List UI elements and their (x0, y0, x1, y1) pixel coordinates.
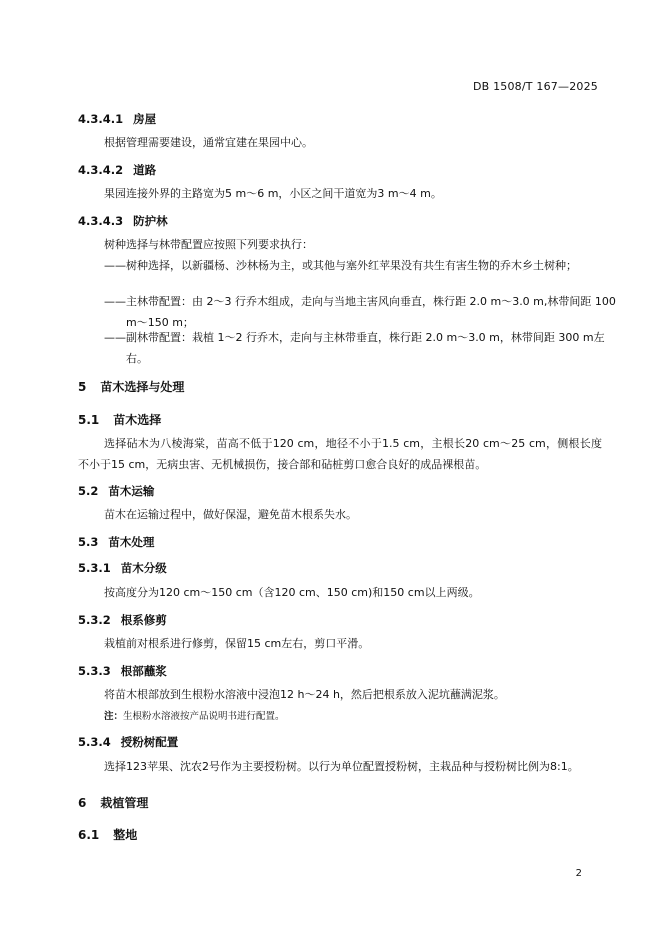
section-number: 5.3 (78, 535, 99, 549)
section-title: 苗木运输 (108, 484, 155, 498)
section-title: 道路 (133, 163, 157, 177)
section-title: 根系修剪 (120, 613, 167, 627)
list-item: ——副林带配置：栽植 1～2 行乔木，走向与主林带垂直，株行距 2.0 m～3.0 m，林带间距 300 m左右。 (104, 331, 605, 365)
section-heading-5-3-1 (78, 560, 167, 576)
section-number: 4.3.4.2 (78, 163, 124, 177)
section-number: 6.1 (78, 828, 100, 842)
section-heading-6-1 (78, 826, 137, 843)
paragraph-5-3-2: 栽植前对根系进行修剪，保留15 cm左右，剪口平滑。 (104, 637, 370, 650)
paragraph-5-3-3: 将苗木根部放到生根粉水溶液中浸泡12 h～24 h，然后把根系放入泥坑蘸满泥浆。 (104, 688, 505, 701)
list-item: ——树种选择，以新疆杨、沙林杨为主，或其他与塞外红苹果没有共生有害生物的乔木乡土树种； (104, 259, 577, 272)
note-label: 注： (104, 711, 124, 722)
chapter-heading-6 (78, 794, 148, 811)
section-title: 授粉树配置 (120, 735, 179, 749)
section-title: 房屋 (133, 112, 157, 126)
document-id: DB 1508/T 167—2025 (472, 80, 598, 93)
section-heading-4-3-4-1 (78, 111, 156, 127)
section-title: 根部蘸浆 (120, 664, 167, 678)
section-title: 防护林 (133, 214, 168, 228)
section-number: 5.2 (78, 484, 99, 498)
paragraph-5-3-4: 选择123苹果、沈农2号作为主要授粉树。以行为单位配置授粉树，主栽品种与授粉树比例为8:1。 (104, 760, 579, 773)
section-number: 5.3.3 (78, 664, 111, 678)
section-number: 4.3.4.1 (78, 112, 124, 126)
section-heading-5-3-4 (78, 734, 178, 750)
section-heading-4-3-4-3 (78, 213, 168, 229)
section-number: 5.3.1 (78, 561, 111, 575)
section-heading-4-3-4-2 (78, 162, 156, 178)
section-number: 6 (78, 796, 87, 810)
paragraph-5-1: 选择砧木为八棱海棠，苗高不低于120 cm，地径不小于1.5 cm，主根长20 cm～25 cm，侧根长度不小于15 cm，无病虫害、无机械损伤，接合部和砧桩剪口愈合良好的成品裸根苗。 (78, 437, 602, 471)
chapter-heading-5 (78, 378, 184, 395)
section-title: 苗木处理 (108, 535, 155, 549)
paragraph-4-3-4-1: 根据管理需要建设，通常宜建在果园中心。 (104, 136, 313, 149)
section-title: 苗木选择与处理 (100, 380, 185, 394)
section-heading-5-1 (78, 411, 161, 428)
page-number: 2 (575, 868, 582, 879)
section-title: 栽植管理 (100, 796, 149, 810)
note-text: 生根粉水溶液按产品说明书进行配置。 (123, 711, 285, 722)
section-number: 5 (78, 380, 87, 394)
paragraph-5-3-1: 按高度分为120 cm～150 cm（含120 cm、150 cm)和150 cm以上两级。 (104, 586, 480, 599)
note (104, 708, 285, 722)
paragraph-4-3-4-3-intro: 树种选择与林带配置应按照下列要求执行： (104, 238, 313, 251)
section-title: 苗木分级 (120, 561, 167, 575)
paragraph-5-2: 苗木在运输过程中，做好保湿，避免苗木根系失水。 (104, 508, 357, 521)
section-heading-5-3 (78, 534, 154, 550)
section-number: 4.3.4.3 (78, 214, 124, 228)
section-heading-5-2 (78, 483, 154, 499)
list-item: ——主林带配置：由 2～3 行乔木组成，走向与当地主害风向垂直，株行距 2.0 m～3.0 m,林带间距 100 m～150 m； (104, 295, 616, 329)
section-heading-5-3-3 (78, 663, 167, 679)
section-number: 5.1 (78, 413, 100, 427)
section-number: 5.3.2 (78, 613, 111, 627)
section-heading-5-3-2 (78, 612, 167, 628)
section-title: 苗木选择 (113, 413, 162, 427)
section-number: 5.3.4 (78, 735, 111, 749)
paragraph-4-3-4-2: 果园连接外界的主路宽为5 m～6 m，小区之间干道宽为3 m～4 m。 (104, 187, 442, 200)
section-title: 整地 (113, 828, 138, 842)
